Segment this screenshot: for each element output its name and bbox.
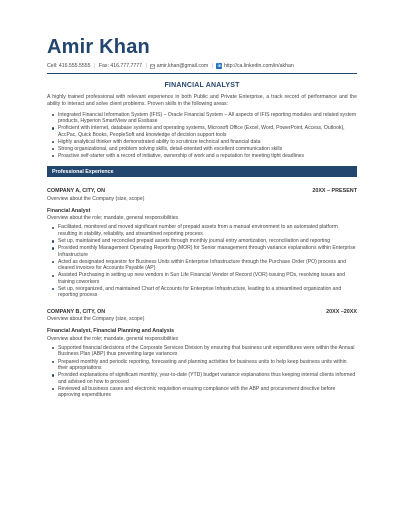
job-role: Financial Analyst xyxy=(47,207,91,214)
linkedin-link[interactable]: http://ca.linkedin.com/in/akhan xyxy=(223,63,294,69)
candidate-name xyxy=(47,36,357,58)
email-link[interactable]: amir.khan@gmail.com xyxy=(156,63,209,69)
job-role: Financial Analyst, Financial Planning and Analysis xyxy=(47,328,175,335)
cell-phone: Cell: 416.555.5555 xyxy=(47,63,91,69)
job-bullet: Supported financial decisions of the Corporate Services Division by ensuring that business unit expenditures were within the Annual Business Plan (ABP) thus preventing large variances xyxy=(58,345,357,358)
linkedin-icon: in xyxy=(217,63,222,69)
role-overview: Overview about the role; mandate, general responsibilities xyxy=(47,335,179,342)
job-entry xyxy=(47,188,357,298)
job-header xyxy=(47,309,357,315)
job-bullet: Set up, reorganized, and maintained Chart of Accounts for Enterprise Infrastructure, leading to a streamlined organization and reporting process xyxy=(58,286,357,299)
company-name: COMPANY B, CITY, ON xyxy=(47,308,106,315)
section-heading-experience: Professional Experience xyxy=(47,166,357,177)
summary-paragraph: A highly trained professional with relevant experience in both Public and Private Enterprise, a track record of performance and the ability to interact and solve client problems. Proven skills in the following areas: xyxy=(47,94,357,108)
skill-item: Proactive self-starter with a record of initiative, ownership of work and a reputation for meeting tight deadlines xyxy=(58,153,357,160)
job-bullet: Reviewed all business cases and electronic requisition ensuring compliance with the ABP and procurement directive before approving expenditures xyxy=(58,386,357,399)
job-bullets xyxy=(47,224,357,298)
job-bullet: Set up, maintained and reconciled prepaid assets through monthly journal entry amortization, reconciliation and reporting xyxy=(58,238,357,245)
job-bullet: Provided monthly Management Operating Reporting (MOR) for Senior management through variance explanations within Enterprise Infrastructure xyxy=(58,245,356,258)
role-overview: Overview about the role; mandate, general responsibilities xyxy=(47,215,179,222)
skill-item: Integrated Financial Information System (IFIS) – Oracle Financial System – All aspects of IFIS reporting modules and related system products, Hyperion SmartView and Essbase xyxy=(58,111,357,125)
separator: | xyxy=(92,63,97,69)
job-bullet: Assisted Purchasing in setting up new vendors in Sun Life Financial Vendor of Record (VOR) issuing POs, resolving issues and training coworkers xyxy=(58,272,357,285)
separator: | xyxy=(210,63,215,69)
job-bullet: Prepared monthly and periodic reporting, forecasting and planning activities for business units to help keep business units within their appropriations xyxy=(58,359,357,372)
skill-item: Highly analytical thinker with demonstrated ability to scrutinize technical and financial data xyxy=(58,139,357,146)
job-bullet: Provided explanations of significant monthly, year-to-date (YTD) budget variance explanations thus keeping internal clients informed and advised on how to proceed xyxy=(58,372,356,385)
company-overview: Overview about the Company (size, scope) xyxy=(47,316,145,323)
job-dates: 20XX – PRESENT xyxy=(312,188,357,195)
separator: | xyxy=(144,63,149,69)
company-name: COMPANY A, CITY, ON xyxy=(47,188,106,195)
fax-number: Fax: 416.777.7777 xyxy=(98,63,143,69)
first-name: Amir xyxy=(47,36,94,58)
job-bullet: Facilitated, monitored and moved significant number of prepaid assets from a manual environment to an automated platform resulting in stability, reliability, and streamlined reporting process xyxy=(58,224,357,237)
header-divider xyxy=(47,73,357,74)
contact-line xyxy=(47,63,357,69)
last-name: Khan xyxy=(99,36,150,58)
job-bullets xyxy=(47,345,357,399)
skill-item: Proficient with internet, database systems and operating systems, Microsoft Office (Excel, Word, PowerPoint, Access, Outlook), AccPac, Quick Books, PeopleSoft and knowledge of decision support tools xyxy=(58,125,357,138)
resume-title: FINANCIAL ANALYST xyxy=(164,82,240,89)
skills-list xyxy=(47,112,357,160)
email-icon xyxy=(150,64,155,69)
job-dates: 20XX –20XX xyxy=(326,308,357,315)
job-entry xyxy=(47,309,357,399)
skill-item: Strong organizational, and problem solving skills, detail-oriented with excellent communication skills xyxy=(58,146,357,153)
company-overview: Overview about the Company (size, scope) xyxy=(47,195,145,202)
job-header xyxy=(47,188,357,194)
job-bullet: Acted as designated requestor for Business Units within Enterprise Infrastructure through the Purchase Order (PO) process and cleared invoices for Accounts Payable (AP) xyxy=(58,259,357,272)
